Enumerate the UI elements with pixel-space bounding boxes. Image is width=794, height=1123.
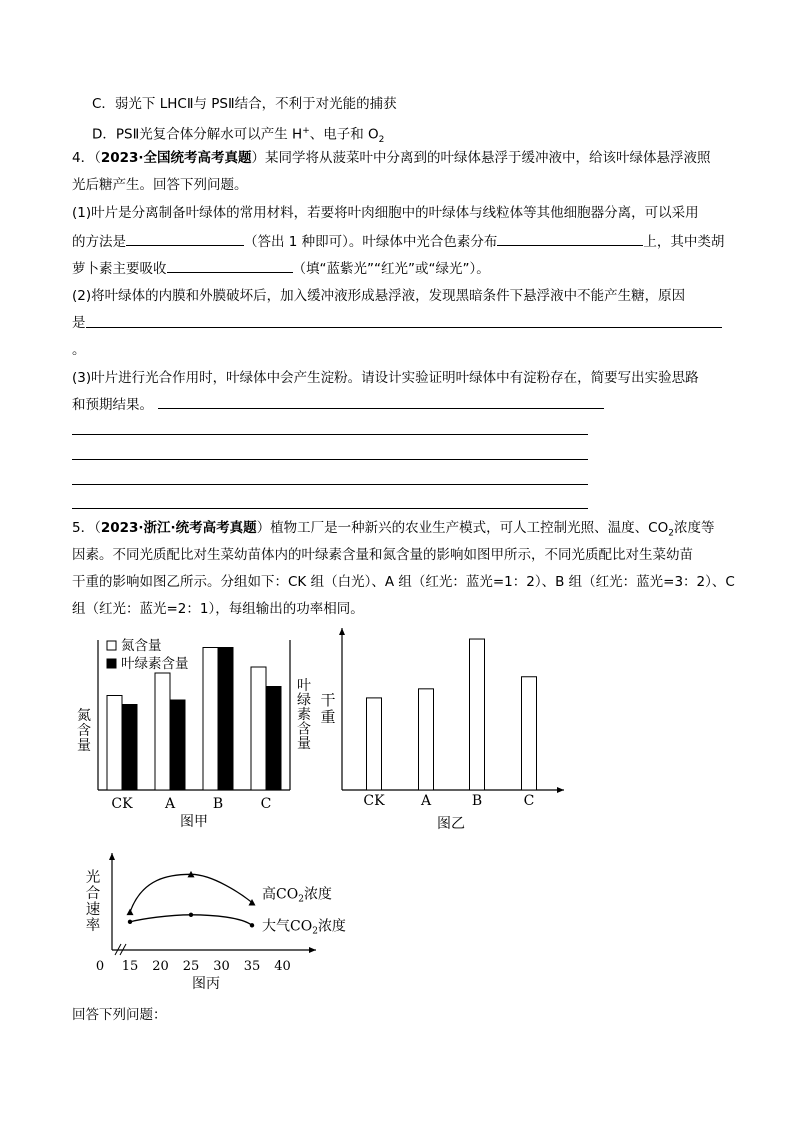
figure-caption: 图甲 [180,814,208,830]
series-label-part: 大气CO [262,918,313,935]
y-axis-label-right-char: 绿 [297,692,311,709]
x-tick-label: 35 [243,959,261,974]
series-label-sub: 2 [312,926,318,937]
series-label-1 [262,917,346,936]
y-axis-label-right-char: 量 [297,736,311,752]
q3-option-d-sup: + [302,126,310,136]
x-tick-label: 25 [182,959,200,974]
q5-line2: 因素。不同光质配比对生菜幼苗体内的叶绿素含量和氮含量的影响如图甲所示，不同光质配比对生菜幼苗 [72,547,693,563]
q4-part2-line1: (2)将叶绿体的内膜和外膜破坏后，加入缓冲液形成悬浮液，发现黑暗条件下悬浮液中不能产生糖，原因 [72,288,686,304]
x-tick-label: C [260,796,272,812]
figure-caption: 图丙 [192,976,220,992]
q4-heading-text: ）某同学将从菠菜叶中分离到的叶绿体悬浮于缓冲液中，给该叶绿体悬浮液照 [251,150,711,166]
q4-part3-line1: (3)叶片进行光合作用时，叶绿体中会产生淀粉。请设计实验证明叶绿体中有淀粉存在，简要写出实验思路 [72,370,699,386]
q4-part1-text-c: 上，其中类胡 [643,234,725,250]
x-tick-label: 30 [213,959,230,974]
q5-line4: 组（红光：蓝光=2：1），每组输出的功率相同。 [72,601,364,617]
y-axis-label-left-char: 含 [77,723,91,739]
legend-label-chlorophyll: 叶绿素含量 [121,656,189,672]
y-axis-label-char: 合 [85,886,101,902]
series-point-dot [128,920,132,924]
y-axis-label-char: 干 [320,691,336,709]
q3-option-d-sub: 2 [378,135,385,146]
q3-option-d-text: D．PSⅡ光复合体分解水可以产生 H [92,126,303,143]
x-tick-label: B [212,796,224,812]
x-tick-label: 15 [121,959,139,974]
series-label-part: 高CO [262,886,299,903]
x-tick-label: 20 [152,959,169,974]
y-axis-label-right-char: 素 [297,707,311,723]
q4-part1-text-b: （答出 1 种即可）。叶绿体中光合色素分布 [244,234,498,250]
y-axis-label-left-char: 氮 [77,708,91,724]
x-tick-label: 0 [95,959,105,974]
series-curve-0 [130,874,252,912]
legend-label-nitrogen: 氮含量 [121,638,162,654]
y-axis-arrow [109,853,115,860]
q5-heading-sub: 2 [668,528,674,539]
q5-number: 5．（ [72,520,101,536]
x-tick-label: CK [363,793,385,809]
series-label-part: 浓度 [303,886,332,903]
series-label-part: 浓度 [317,918,346,935]
q4-source: 2023·全国统考高考真题 [100,150,252,166]
y-axis-label-char: 率 [85,918,101,934]
q5-heading-text: ）植物工厂是一种新兴的农业生产模式，可人工控制光照、温度、CO [256,520,669,536]
y-axis-label-char: 光 [85,870,101,886]
q4-part2-line2: 是 [72,315,86,331]
series-label-0 [262,885,332,904]
x-tick-label: B [471,793,483,809]
y-axis-label-char: 重 [320,708,336,726]
x-tick-label: C [523,793,535,809]
x-tick-label: CK [111,796,133,812]
series-point-dot [250,923,254,927]
series-point-triangle [127,909,134,916]
x-axis-arrow [309,947,316,953]
y-axis-label-right-char: 叶 [297,678,311,694]
q3-option-d-text2: 、电子和 O [309,126,379,143]
q5-source: 2023·浙江·统考高考真题 [100,520,257,536]
q4-part3-line2: 和预期结果。 [72,397,153,413]
x-tick-label: A [420,793,432,809]
q4-part1-text-d: 萝卜素主要吸收 [72,261,167,277]
q5-line3: 干重的影响如图乙所示。分组如下：CK 组（白光）、A 组（红光：蓝光=1：2）、B 组（红光：蓝光=3：2）、C [72,574,735,590]
series-point-dot [189,913,193,917]
series-label-sub: 2 [298,894,304,905]
x-tick-label: A [164,796,176,812]
q4-part2-end: 。 [72,342,86,358]
y-axis-label-right-char: 含 [297,721,311,738]
q5-heading-text2: 浓度等 [673,520,715,536]
q4-part1-text-e: （填“蓝紫光”“红光”或“绿光”）。 [292,261,490,277]
q3-option-c-text: C．弱光下 LHCⅡ与 PSⅡ结合，不利于对光能的捕获 [92,96,397,112]
y-axis-label-left-char: 量 [77,738,91,754]
y-axis-label [86,869,101,934]
q5-closing: 回答下列问题： [72,1007,167,1023]
q4-heading-line2: 光后糖产生。回答下列问题。 [72,177,248,193]
figure-caption: 图乙 [437,816,465,832]
y-axis-label-char: 速 [85,902,101,918]
q4-part1-line1: (1)叶片是分离制备叶绿体的常用材料，若要将叶肉细胞中的叶绿体与线粒体等其他细胞器分离，可以采用 [72,205,699,221]
q4-number: 4．（ [72,150,101,166]
q4-part1-text-a: 的方法是 [72,234,126,250]
x-tick-label: 40 [274,959,291,974]
